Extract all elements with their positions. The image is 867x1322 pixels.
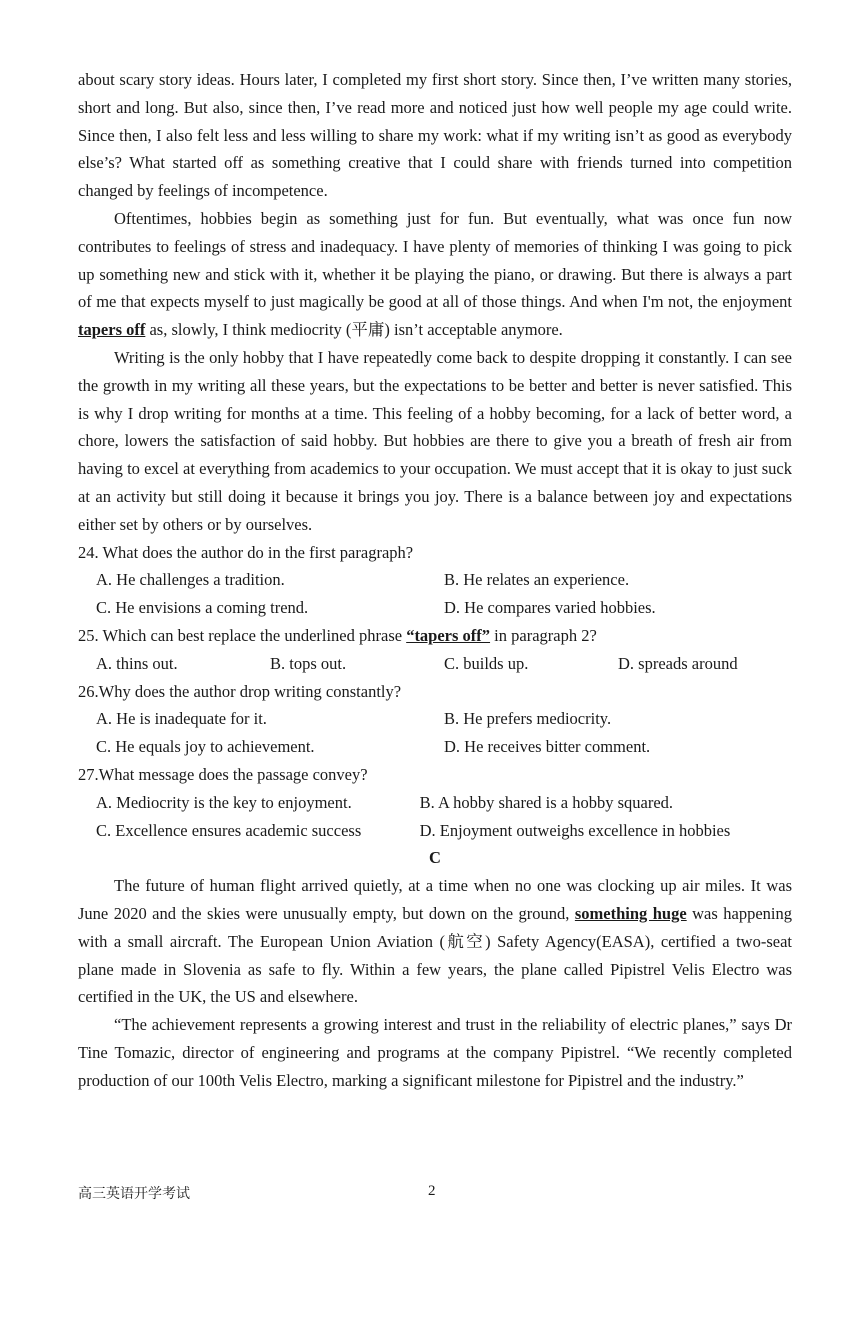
q24-option-a: A. He challenges a tradition. (96, 570, 285, 590)
q24-option-c: C. He envisions a coming trend. (96, 598, 309, 618)
question-24-stem: 24. What does the author do in the first paragraph? (78, 542, 414, 562)
passage-paragraph-2 (78, 205, 792, 344)
question-25-stem (78, 622, 792, 650)
q27-option-c: C. Excellence ensures academic success (96, 820, 362, 840)
page-number: 2 (428, 1183, 436, 1199)
section-c-p1-text-b: was happening with a small aircraft. The European Union Aviation (航空) Safety Agency(EASA), certified a two-seat plane made in Slovenia as safe to fly. Within a few years, the plane called Pipistrel Velis Electro was certified in the UK, the US and elsewhere. (78, 903, 792, 1007)
q25-stem-underlined: “tapers off” (406, 625, 491, 645)
q26-option-a: A. He is inadequate for it. (96, 709, 267, 729)
section-c-p1-text-a: The future of human flight arrived quietly, at a time when no one was clocking up air miles. It was June 2020 and the skies were unusually empty, but down on the ground, (78, 876, 792, 923)
question-24-options-row-1 (78, 566, 792, 594)
q24-option-b: B. He relates an experience. (444, 570, 630, 590)
question-27-stem: 27.What message does the passage convey? (78, 764, 368, 784)
q25-stem-a: 25. Which can best replace the underlined phrase (78, 625, 407, 645)
q25-option-a: A. thins out. (96, 653, 178, 673)
question-27-options-row-1 (78, 789, 792, 817)
paragraph-2-text-a: Oftentimes, hobbies begin as something just for fun. But eventually, what was once fun now contributes to feelings of stress and inadequacy. I have plenty of memories of thinking I was going to pick up something new and stick with it, whether it be playing the piano, or drawing. But there is always a part of me that expects myself to just magically be good at all of those things. And when I'm not, the enjoyment (78, 208, 792, 312)
q26-option-c: C. He equals joy to achievement. (96, 737, 315, 757)
section-c-heading: C (429, 848, 441, 868)
q25-option-b: B. tops out. (270, 653, 347, 673)
q25-option-d: D. spreads around (618, 653, 738, 673)
section-c-paragraph-1 (78, 872, 792, 1011)
q26-option-d: D. He receives bitter comment. (444, 737, 651, 757)
exam-name: 高三英语开学考试 (78, 1186, 190, 1202)
question-27-options-row-2 (78, 817, 792, 845)
passage-paragraph-3: Writing is the only hobby that I have repeatedly come back to despite dropping it constantly. I can see the growth in my writing all these years, but the expectations to be better and better is never satisfied. This is why I drop writing for months at a time. This feeling of a hobby becoming, for a lack of better word, a chore, lowers the satisfaction of said hobby. But hobbies are there to give you a breath of fresh air from having to excel at everything from academics to your occupation. We must accept that it is okay to just suck at an activity but still doing it because it brings you joy. There is a balance between joy and expectations either set by others or by ourselves. (78, 347, 792, 534)
q27-option-b: B. A hobby shared is a hobby squared. (419, 792, 674, 812)
underlined-phrase-tapers-off: tapers off (78, 320, 146, 340)
question-26-options-row-1 (78, 705, 792, 733)
q25-stem-b: in paragraph 2? (490, 625, 597, 645)
underlined-phrase-something-huge: something huge (574, 903, 687, 923)
exam-page (78, 66, 792, 1094)
q25-option-c: C. builds up. (444, 653, 529, 673)
page-footer (78, 1183, 792, 1203)
question-26-options-row-2 (78, 733, 792, 761)
section-c-paragraph-2: “The achievement represents a growing interest and trust in the reliability of electric planes,” says Dr Tine Tomazic, director of engineering and programs at the company Pipistrel. “We recently completed production of our 100th Velis Electro, marking a significant milestone for Pipistrel and the industry.” (78, 1015, 792, 1090)
question-26-stem: 26.Why does the author drop writing constantly? (78, 681, 402, 701)
q27-option-d: D. Enjoyment outweighs excellence in hobbies (419, 820, 731, 840)
q27-option-a: A. Mediocrity is the key to enjoyment. (96, 792, 352, 812)
question-25-options (78, 650, 792, 678)
paragraph-2-text-b: as, slowly, I think mediocrity (平庸) isn’t acceptable anymore. (145, 320, 563, 340)
q26-option-b: B. He prefers mediocrity. (444, 709, 612, 729)
q24-option-d: D. He compares varied hobbies. (444, 598, 656, 618)
question-24-options-row-2 (78, 594, 792, 622)
passage-paragraph-1: about scary story ideas. Hours later, I completed my first short story. Since then, I’ve written many stories, short and long. But also, since then, I’ve read more and noticed just how well people my age could write. Since then, I also felt less and less willing to share my work: what if my writing isn’t as good as everybody else’s? What started off as something creative that I could share with friends turned into competition changed by feelings of incompetence. (78, 70, 792, 201)
